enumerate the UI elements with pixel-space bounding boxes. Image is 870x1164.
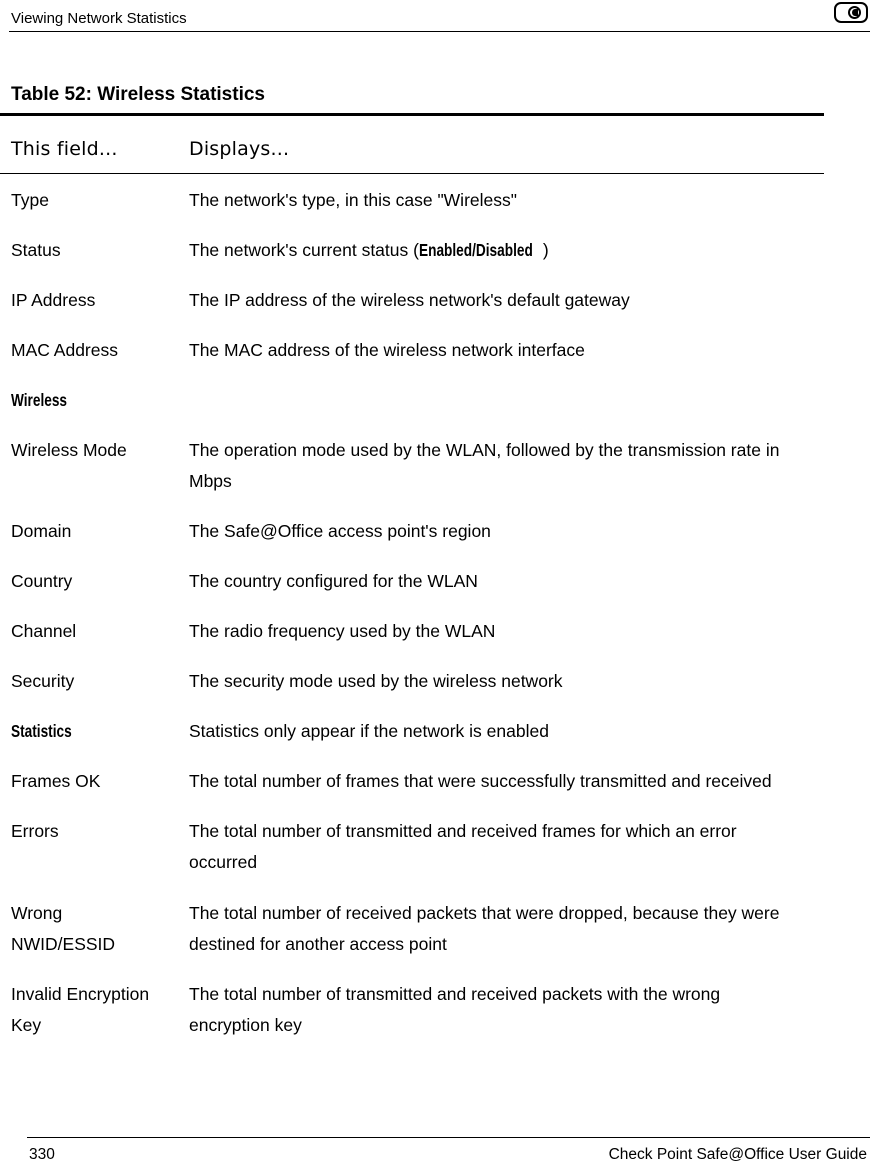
field-description: The total number of frames that were successfully transmitted and received <box>189 771 772 791</box>
column-header-field: This field... <box>11 138 118 160</box>
footer-rule <box>27 1137 870 1138</box>
table-top-rule <box>0 113 824 116</box>
header-title: Viewing Network Statistics <box>11 10 187 27</box>
status-values <box>419 235 533 266</box>
field-name: Channel <box>11 621 77 641</box>
status-disabled: Disabled <box>475 240 533 260</box>
status-separator: / <box>472 240 476 260</box>
field-name: Security <box>11 671 75 691</box>
status-desc-suffix: ) <box>542 240 549 260</box>
field-description: The network's type, in this case "Wireless" <box>189 190 517 210</box>
field-name: Wireless Mode <box>11 440 127 460</box>
check-point-logo-icon <box>834 2 868 23</box>
field-description <box>189 235 821 266</box>
field-name: Status <box>11 240 61 260</box>
field-name: Errors <box>11 821 59 841</box>
field-description: The operation mode used by the WLAN, followed by the transmission rate in Mbps <box>189 440 780 491</box>
status-desc-prefix: The network's current status ( <box>189 240 419 260</box>
section-label-statistics: Statistics <box>11 721 72 741</box>
field-description: The security mode used by the wireless network <box>189 671 563 691</box>
field-name: MAC Address <box>11 340 118 360</box>
field-name: Invalid Encryption Key <box>11 984 150 1035</box>
logo-dot <box>852 9 858 16</box>
page-header <box>9 0 870 32</box>
column-header-displays: Displays... <box>189 138 290 160</box>
field-description: Statistics only appear if the network is enabled <box>189 721 549 741</box>
guide-title: Check Point Safe@Office User Guide <box>608 1146 867 1163</box>
field-description: The country configured for the WLAN <box>189 571 478 591</box>
field-description: The MAC address of the wireless network interface <box>189 340 585 360</box>
field-name: Domain <box>11 521 72 541</box>
field-description: The radio frequency used by the WLAN <box>189 621 496 641</box>
page-number: 330 <box>29 1146 55 1163</box>
field-description: The Safe@Office access point's region <box>189 521 491 541</box>
table-caption: Table 52: Wireless Statistics <box>11 84 265 105</box>
field-description: The IP address of the wireless network's default gateway <box>189 290 630 310</box>
field-description: The total number of transmitted and received frames for which an error occurred <box>189 821 737 872</box>
field-description: The total number of transmitted and received packets with the wrong encryption key <box>189 984 721 1035</box>
field-name: Wrong NWID/ESSID <box>11 903 116 954</box>
status-enabled: Enabled <box>418 240 473 260</box>
field-name: Country <box>11 571 73 591</box>
field-description: The total number of received packets that were dropped, because they were destined for another access point <box>189 903 780 954</box>
field-name: IP Address <box>11 290 96 310</box>
field-name: Type <box>11 190 49 210</box>
section-label-wireless: Wireless <box>11 390 68 410</box>
field-name: Frames OK <box>11 771 101 791</box>
table-header-rule <box>0 173 824 174</box>
